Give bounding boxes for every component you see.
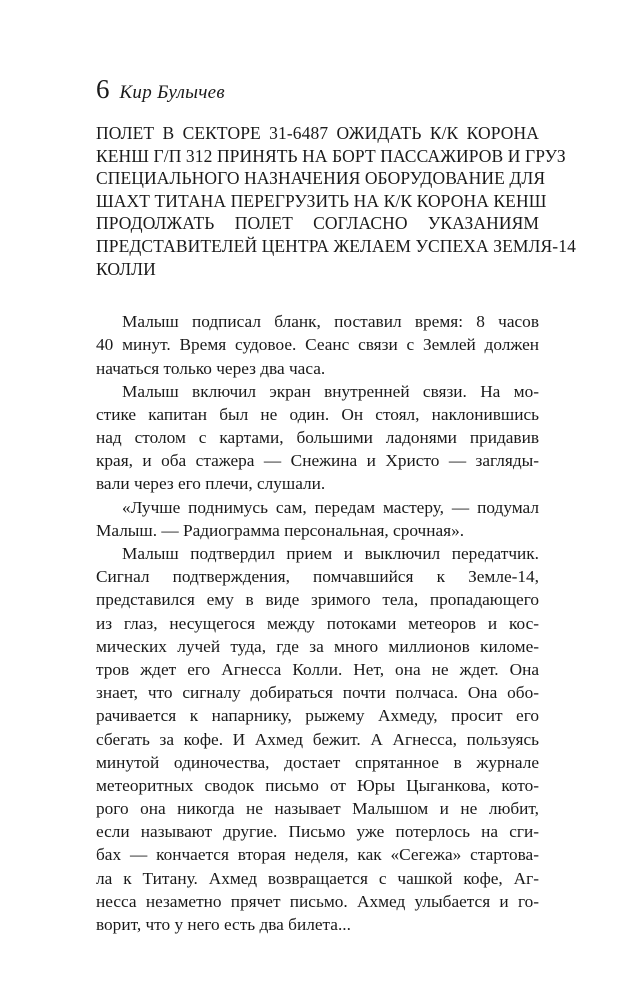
page-number: 6 — [96, 74, 110, 104]
text-line: над столом с картами, большими ладонями придавив — [96, 428, 539, 448]
body-text — [96, 310, 539, 936]
book-page — [96, 74, 576, 936]
text-line: метеоритных сводок письмо от Юры Цыганкова, кото- — [96, 775, 539, 795]
radiogram-text — [96, 122, 576, 280]
radiogram-line: ШАХТ ТИТАНА ПЕРЕГРУЗИТЬ НА К/К КОРОНА КЕНШ — [96, 190, 547, 211]
radiogram-line: ПРЕДСТАВИТЕЛЕЙ ЦЕНТРА ЖЕЛАЕМ УСПЕХА ЗЕМЛЯ-14 — [96, 235, 576, 256]
text-line: края, и оба стажера — Снежина и Христо — загляды- — [96, 451, 539, 471]
text-line: сбегать за кофе. И Ахмед бежит. А Агнесса, пользуясь — [96, 729, 539, 749]
text-line: ла к Титану. Ахмед возвращается с чашкой кофе, Аг- — [96, 868, 539, 888]
text-line: Малыш включил экран внутренней связи. На мо- — [122, 381, 539, 401]
text-line: «Лучше поднимусь сам, передам мастеру, — подумал — [122, 497, 539, 517]
text-line: бах — кончается вторая неделя, как «Сегежа» стартова- — [96, 845, 539, 865]
text-line: вали через его плечи, слушали. — [96, 474, 326, 494]
paragraph — [96, 380, 539, 496]
text-line: рого она никогда не называет Малышом и не любит, — [96, 799, 539, 819]
text-line: Малыш подтвердил прием и выключил передатчик. — [122, 544, 539, 564]
text-line: Малыш подписал бланк, поставил время: 8 часов — [122, 312, 539, 332]
text-line: тров ждет его Агнесса Колли. Нет, она не ждет. Она — [96, 659, 539, 679]
text-line: начаться только через два часа. — [96, 358, 326, 378]
text-line: из глаз, несущегося между потоками метеоров и кос- — [96, 613, 539, 633]
text-line: 40 минут. Время судовое. Сеанс связи с Землей должен — [96, 335, 539, 355]
text-line: Малыш. — Радиограмма персональная, срочная». — [96, 520, 465, 540]
author-name: Кир Булычев — [119, 82, 225, 103]
radiogram-line: КОЛЛИ — [96, 258, 156, 279]
text-line: представился ему в виде зримого тела, пропадающего — [96, 590, 539, 610]
text-line: ворит, что у него есть два билета... — [96, 915, 351, 935]
text-line: стике капитан был не один. Он стоял, наклонившись — [96, 404, 539, 424]
text-line: несса незаметно прячет письмо. Ахмед улыбается и го- — [96, 891, 539, 911]
paragraph — [96, 310, 539, 380]
paragraph — [96, 542, 539, 936]
text-line: Сигнал подтверждения, помчавшийся к Земле-14, — [96, 567, 539, 587]
radiogram-line: ПОЛЕТ В СЕКТОРЕ 31-6487 ОЖИДАТЬ К/К КОРОНА — [96, 123, 539, 143]
radiogram-line: СПЕЦИАЛЬНОГО НАЗНАЧЕНИЯ ОБОРУДОВАНИЕ ДЛЯ — [96, 168, 546, 189]
text-line: знает, что сигналу добираться почти полчаса. Она обо- — [96, 683, 539, 703]
running-head — [96, 76, 539, 106]
text-line: мических лучей туда, где за много миллионов киломе- — [96, 636, 539, 656]
text-line: если называют другие. Письмо уже потерлось на сги- — [96, 822, 539, 842]
radiogram-line: КЕНШ Г/П 312 ПРИНЯТЬ НА БОРТ ПАССАЖИРОВ И ГРУЗ — [96, 145, 566, 166]
text-line: минутой одиночества, достает спрятанное в журнале — [96, 752, 539, 772]
text-line: рачивается к напарнику, рыжему Ахмеду, просит его — [96, 706, 539, 726]
radiogram-line: ПРОДОЛЖАТЬ ПОЛЕТ СОГЛАСНО УКАЗАНИЯМ — [96, 213, 539, 234]
paragraph — [96, 496, 539, 542]
